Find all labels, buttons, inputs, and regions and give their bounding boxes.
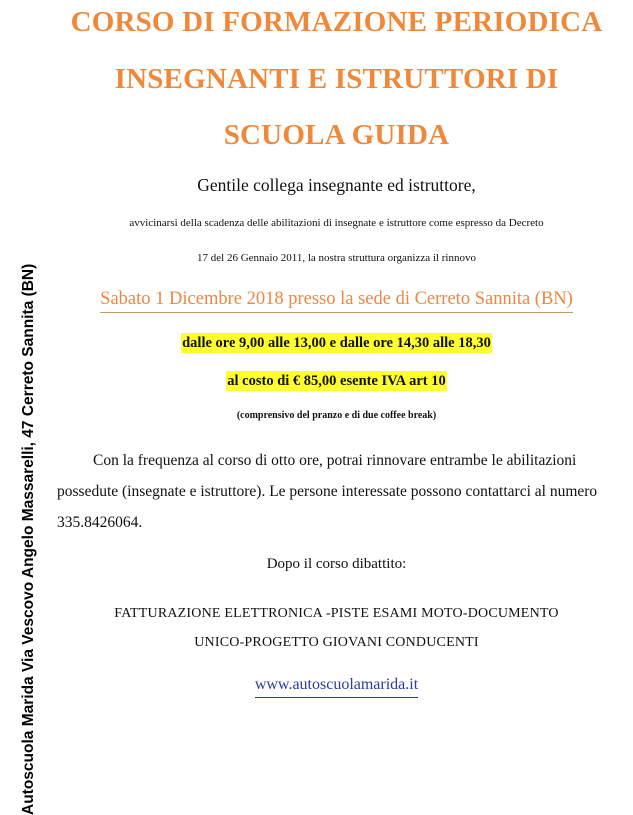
topics-line-2: UNICO-PROGETTO GIOVANI CONDUCENTI: [194, 635, 479, 650]
date-location-text: Sabato 1 Dicembre 2018 presso la sede di Cerreto Sannita (BN): [100, 289, 573, 313]
sidebar-address-text: Autoscuola Marida Via Vescovo Angelo Massarelli, 47 Cerreto Sannita (BN): [20, 263, 37, 815]
hours-highlight: dalle ore 9,00 alle 13,00 e dalle ore 14,30 alle 18,30: [182, 335, 491, 351]
intro-line-1: avvicinarsi della scadenza delle abilitazioni di insegnate e istruttore come espresso da Decreto: [129, 217, 544, 229]
debate-intro: Dopo il corso dibattito:: [266, 556, 407, 572]
topics-line-1: FATTURAZIONE ELETTRONICA -PISTE ESAMI MOTO-DOCUMENTO: [114, 606, 559, 621]
cost-highlight: al costo di € 85,00 esente IVA art 10: [227, 373, 446, 389]
website-link[interactable]: www.autoscuolamarida.it: [255, 676, 418, 698]
title-line-3: SCUOLA GUIDA: [223, 119, 450, 151]
title-line-1: CORSO DI FORMAZIONE PERIODICA: [70, 6, 603, 38]
course-paragraph-text: Con la frequenza al corso di otto ore, potrai rinnovare entrambe le abilitazioni possedute (insegnate e istruttore). Le persone interessate possono contattarci al numero 335.8426064.: [57, 452, 598, 531]
website-link-row: [40, 676, 633, 694]
title-line-2: INSEGNANTI E ISTRUTTORI DI: [114, 63, 559, 95]
intro-line-2: 17 del 26 Gennaio 2011, la nostra struttura organizza il rinnovo: [197, 252, 476, 264]
cost-note: (comprensivo del pranzo e di due coffee break): [236, 410, 437, 421]
date-location-line: [40, 289, 633, 310]
debate-topics: [40, 599, 633, 657]
hours-row: [40, 334, 633, 352]
course-paragraph: [57, 445, 602, 538]
cost-row: [40, 372, 633, 390]
greeting: Gentile collega insegnante ed istruttore,: [197, 175, 476, 195]
